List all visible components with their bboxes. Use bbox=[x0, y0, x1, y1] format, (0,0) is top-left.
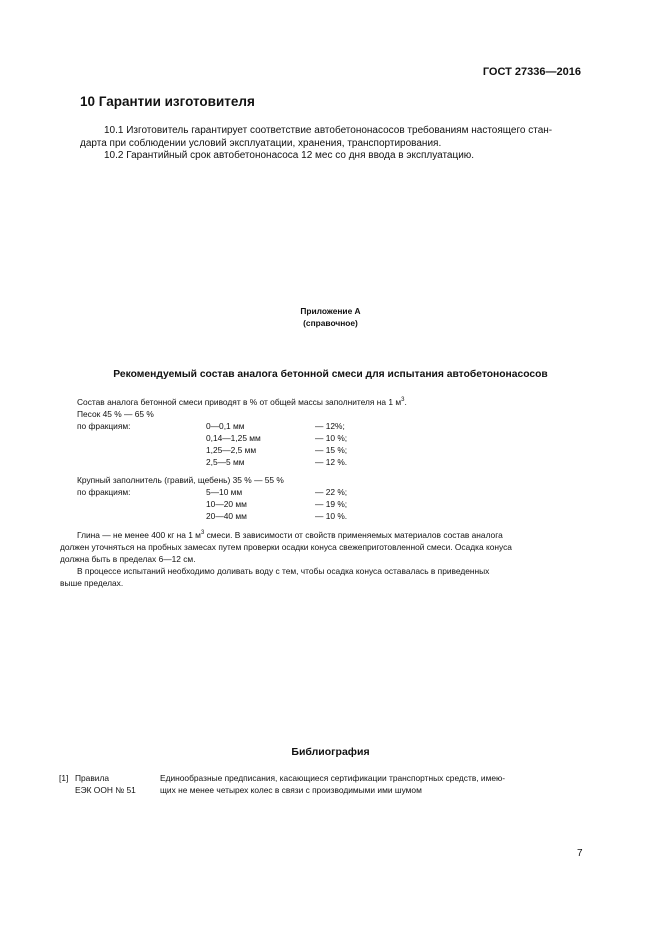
sand-fraction-range: 0—0,1 мм bbox=[206, 421, 245, 431]
sand-fraction-percent: — 12 %. bbox=[315, 457, 348, 467]
coarse-aggregate-label: Крупный заполнитель (гравий, щебень) 35 % — 55 % bbox=[77, 475, 284, 485]
coarse-fraction-percent: — 22 %; bbox=[315, 487, 348, 497]
bibliography-entry-number: [1] bbox=[59, 773, 69, 783]
sand-fraction-percent: — 15 %; bbox=[315, 445, 348, 455]
clay-paragraph-line1: Глина — не менее 400 кг на 1 $м^3$ смеси. В зависимости от свойств применяемых материалов состав аналога bbox=[77, 530, 503, 540]
paragraph-10-1-line1: 10.1 Изготовитель гарантирует соответствие автобетононасосов требованиям настоящего стан- bbox=[104, 125, 553, 136]
bibliography-entry-text: Единообразные предписания, касающиеся сертификации транспортных средств, имею- bbox=[160, 773, 506, 783]
clay-paragraph-line3: должна быть в пределах 6—12 см. bbox=[60, 554, 196, 564]
sand-fraction-range: 0,14—1,25 мм bbox=[206, 433, 261, 443]
sand-fraction-range: 2,5—5 мм bbox=[206, 457, 245, 467]
appendix-title: Приложение А bbox=[300, 306, 361, 316]
coarse-by-fraction: по фракциям: bbox=[77, 487, 131, 497]
sand-label: Песок 45 % — 65 % bbox=[77, 409, 154, 419]
sand-fraction-percent: — 12%; bbox=[315, 421, 345, 431]
sand-fraction-percent: — 10 %; bbox=[315, 433, 348, 443]
coarse-fraction-percent: — 10 %. bbox=[315, 511, 348, 521]
mix-intro: Состав аналога бетонной смеси приводят в % от общей массы заполнителя на 1 $м^3$. bbox=[77, 397, 407, 407]
bibliography-title: Библиография bbox=[291, 746, 370, 758]
sand-by-fraction: по фракциям: bbox=[77, 421, 131, 431]
bibliography-entry-text: щих не менее четырех колес в связи с производимыми ими шумом bbox=[160, 785, 422, 795]
sand-fraction-range: 1,25—2,5 мм bbox=[206, 445, 257, 455]
coarse-fraction-range: 10—20 мм bbox=[206, 499, 247, 509]
appendix-heading: Рекомендуемый состав аналога бетонной смеси для испытания автобетононасосов bbox=[113, 369, 548, 380]
bibliography-entry-reference: Правила bbox=[75, 773, 110, 783]
appendix-note: (справочное) bbox=[303, 318, 358, 328]
page-number: 7 bbox=[577, 848, 583, 859]
document-standard-number: ГОСТ 27336—2016 bbox=[482, 66, 581, 78]
paragraph-10-1-line2: дарта при соблюдении условий эксплуатации, хранения, транспортирования. bbox=[80, 137, 442, 149]
water-paragraph-line2: выше пределах. bbox=[60, 578, 124, 588]
clay-paragraph-line2: должен уточняться на пробных замесах путем проверки осадки конуса свежеприготовленной смеси. Осадка конуса bbox=[60, 542, 512, 552]
coarse-fraction-percent: — 19 %; bbox=[315, 499, 348, 509]
paragraph-10-2: 10.2 Гарантийный срок автобетононасоса 12 мес со дня ввода в эксплуатацию. bbox=[104, 150, 475, 161]
water-paragraph-line1: В процессе испытаний необходимо доливать воду с тем, чтобы осадка конуса оставалась в приведенных bbox=[77, 566, 490, 576]
bibliography-entry-reference: ЕЭК ООН № 51 bbox=[75, 785, 136, 795]
coarse-fraction-range: 5—10 мм bbox=[206, 487, 243, 497]
section-title: 10 Гарантии изготовителя bbox=[80, 94, 255, 109]
coarse-fraction-range: 20—40 мм bbox=[206, 511, 247, 521]
